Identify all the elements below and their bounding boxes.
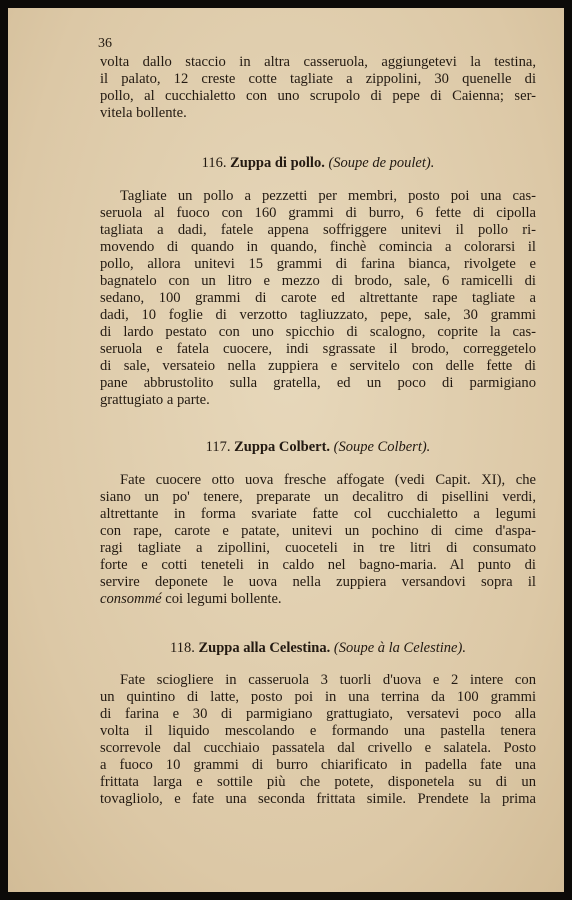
- text-line: con rape, carote e patate, unitevi un pochino di cime d'aspa-: [100, 523, 536, 539]
- recipe-number: 118.: [170, 640, 195, 656]
- italic-word: consommé: [100, 591, 162, 607]
- text-line: volta il liquido mescolando e formando una pastella tenera: [100, 723, 536, 739]
- text-line: forte e cotti teneteli in caldo nel bagno-maria. Al punto di: [100, 557, 536, 573]
- text-line: Fate cuocere otto uova fresche affogate (vedi Capit. XI), che: [120, 472, 536, 488]
- text-line: Tagliate un pollo a pezzetti per membri, posto poi una cas-: [120, 188, 536, 204]
- text-line: sedano, 100 grammi di carote ed altrettante rape tagliate a: [100, 290, 536, 306]
- text-line: scorrevole dal cucchiaio passatela dal crivello e salatela. Posto: [100, 740, 536, 756]
- text-line: di sale, versateio nella zuppiera e servitelo con delle fette di: [100, 358, 536, 374]
- text-line: frittata larga e sottile più che potete, disponetela su di un: [100, 774, 536, 790]
- text-line: seruola al fuoco con 160 grammi di burro, 6 fette di cipolla: [100, 205, 536, 221]
- text-line: volta dallo staccio in altra casseruola, aggiungetevi la testina,: [100, 54, 536, 70]
- recipe-heading-117: [100, 438, 536, 456]
- recipe-117-paragraph: [100, 472, 536, 608]
- text-line: tovagliolo, e fate una seconda frittata simile. Prendete la prima: [100, 791, 536, 807]
- book-page: [8, 8, 564, 892]
- recipe-heading-118: [100, 639, 536, 657]
- recipe-heading-116: [100, 154, 536, 172]
- text-line: tagliata a dadi, fatele appena soffriggere unitevi il pollo ri-: [100, 222, 536, 238]
- text-line: movendo di quando in quando, finchè comincia a colorarsi il: [100, 239, 536, 255]
- text-line: grattugiato a parte.: [100, 392, 210, 408]
- recipe-118-paragraph: [100, 672, 536, 808]
- text-line: dadi, 10 foglie di verzotto tagliuzzato, pepe, sale, 30 grammi: [100, 307, 536, 323]
- recipe-french-name: (Soupe Colbert).: [333, 439, 431, 455]
- intro-paragraph: [100, 54, 536, 122]
- text-line: un quintino di latte, posto poi in una terrina da 100 grammi: [100, 689, 536, 705]
- recipe-116-paragraph: [100, 188, 536, 409]
- text-line: servire deponete le uova nella zuppiera versandovi sopra il: [100, 574, 536, 590]
- recipe-french-name: (Soupe à la Celestine).: [333, 640, 466, 656]
- text-line: altrettante in forma svariate fatte col cucchialetto a legumi: [100, 506, 536, 522]
- text-line: seruola e fatela cuocere, indi sgrassate il brodo, correggetelo: [100, 341, 536, 357]
- recipe-french-name: (Soupe de poulet).: [328, 155, 435, 171]
- text-line: il palato, 12 creste cotte tagliate a zippolini, 30 quenelle di: [100, 71, 536, 87]
- recipe-name: Zuppa di pollo.: [230, 155, 325, 171]
- text-line: di lardo pestato con uno spicchio di scalogno, coprite la cas-: [100, 324, 536, 340]
- text-line-with-italic: [100, 591, 536, 608]
- text-line: di farina e 30 di parmigiano grattugiato, versatevi poco alla: [100, 706, 536, 722]
- recipe-name: Zuppa Colbert.: [234, 439, 331, 455]
- text-line: pollo, allora unitevi 15 grammi di farina bianca, rivolgete e: [100, 256, 536, 272]
- text-line: pollo, al cucchialetto con uno scrupolo di pepe di Caienna; ser-: [100, 88, 536, 104]
- text-line: vitela bollente.: [100, 105, 187, 121]
- text-line: ragi tagliate a zipollini, cuoceteli in tre litri di consumato: [100, 540, 536, 556]
- text-line: siano un po' tenere, preparate un decalitro di pisellini verdi,: [100, 489, 536, 505]
- text-line: a fuoco 10 grammi di burro chiarificato in padella fate una: [100, 757, 536, 773]
- recipe-number: 117.: [205, 439, 231, 455]
- text-line: Fate sciogliere in casseruola 3 tuorli d'uova e 2 intere con: [120, 672, 536, 688]
- text-fragment: coi legumi bollente.: [161, 591, 282, 607]
- recipe-name: Zuppa alla Celestina.: [198, 640, 331, 656]
- page-number: 36: [98, 36, 112, 51]
- recipe-number: 116.: [201, 155, 227, 171]
- text-line: bagnatelo con un litro e mezzo di brodo, sale, 6 ramicelli di: [100, 273, 536, 289]
- text-line: pane abbrustolito sulla gratella, ed un poco di parmigiano: [100, 375, 536, 391]
